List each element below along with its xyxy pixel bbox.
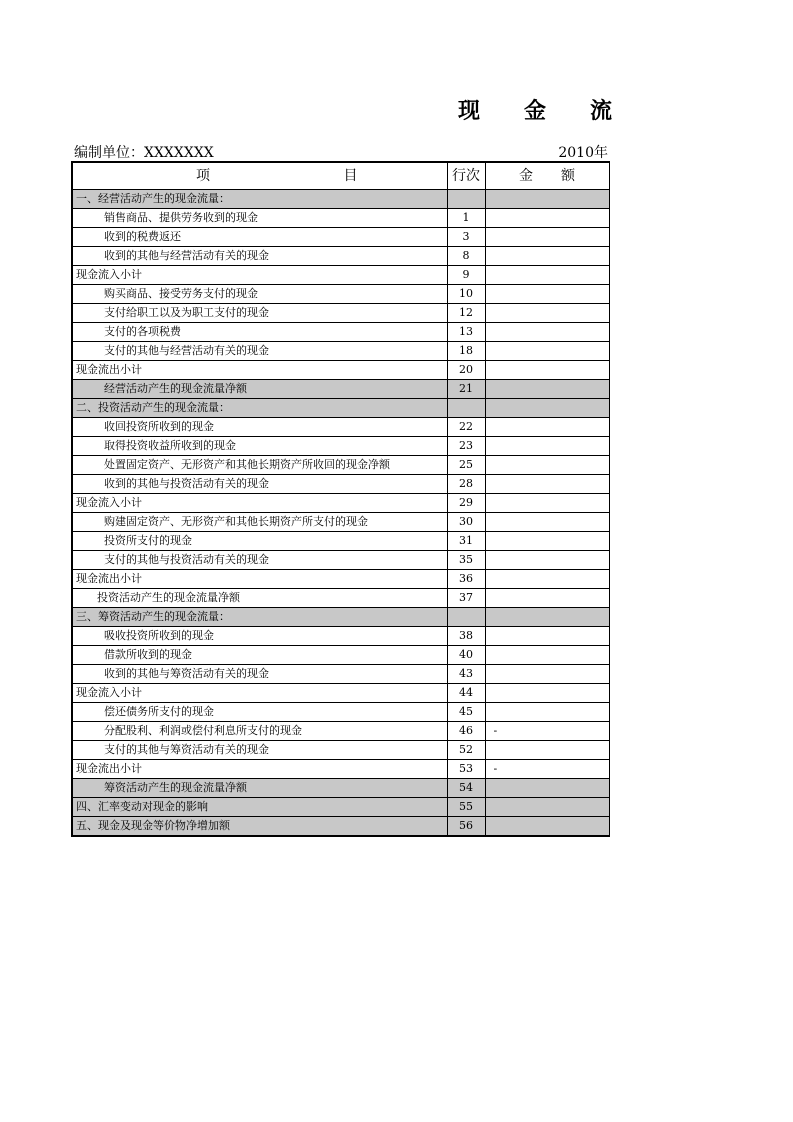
row-amount xyxy=(485,494,609,513)
row-amount xyxy=(485,190,609,209)
row-number: 55 xyxy=(447,798,485,817)
row-number: 13 xyxy=(447,323,485,342)
row-item: 四、汇率变动对现金的影响 xyxy=(72,798,447,817)
row-amount xyxy=(485,437,609,456)
row-item: 分配股利、利润或偿付利息所支付的现金 xyxy=(72,722,447,741)
table-row xyxy=(72,627,609,646)
row-number: 1 xyxy=(447,209,485,228)
row-number: 10 xyxy=(447,285,485,304)
row-item: 收到的其他与投资活动有关的现金 xyxy=(72,475,447,494)
header-amount: 金 额 xyxy=(485,162,609,190)
row-number: 54 xyxy=(447,779,485,798)
row-item: 现金流入小计 xyxy=(72,684,447,703)
report-title: 现金流 xyxy=(458,98,657,124)
table-row xyxy=(72,684,609,703)
row-number xyxy=(447,608,485,627)
row-number: 21 xyxy=(447,380,485,399)
row-item: 收到的其他与筹资活动有关的现金 xyxy=(72,665,447,684)
table-row xyxy=(72,285,609,304)
row-item: 经营活动产生的现金流量净额 xyxy=(72,380,447,399)
table-row xyxy=(72,817,609,837)
row-item: 现金流入小计 xyxy=(72,266,447,285)
header-row-no: 行次 xyxy=(447,162,485,190)
row-number: 52 xyxy=(447,741,485,760)
row-number: 56 xyxy=(447,817,485,837)
table-row xyxy=(72,247,609,266)
table-row xyxy=(72,437,609,456)
row-amount xyxy=(485,817,609,837)
table-row xyxy=(72,741,609,760)
row-amount xyxy=(485,285,609,304)
table-row xyxy=(72,380,609,399)
row-amount xyxy=(485,247,609,266)
row-item: 收到的税费返还 xyxy=(72,228,447,247)
row-amount xyxy=(485,646,609,665)
row-amount xyxy=(485,513,609,532)
row-number xyxy=(447,190,485,209)
table-row xyxy=(72,323,609,342)
header-item xyxy=(72,162,447,190)
table-row xyxy=(72,399,609,418)
table-row xyxy=(72,551,609,570)
row-number: 40 xyxy=(447,646,485,665)
row-item: 购买商品、接受劳务支付的现金 xyxy=(72,285,447,304)
row-number: 25 xyxy=(447,456,485,475)
row-amount xyxy=(485,342,609,361)
table-row xyxy=(72,228,609,247)
row-amount xyxy=(485,532,609,551)
row-number: 36 xyxy=(447,570,485,589)
row-number: 18 xyxy=(447,342,485,361)
row-amount xyxy=(485,589,609,608)
row-item: 收回投资所收到的现金 xyxy=(72,418,447,437)
row-amount xyxy=(485,361,609,380)
cash-flow-table xyxy=(71,161,610,837)
row-number: 38 xyxy=(447,627,485,646)
row-item: 偿还债务所支付的现金 xyxy=(72,703,447,722)
row-item: 三、筹资活动产生的现金流量： xyxy=(72,608,447,627)
row-number: 35 xyxy=(447,551,485,570)
report-date: 2010年 xyxy=(558,145,608,161)
table-row xyxy=(72,570,609,589)
row-number: 37 xyxy=(447,589,485,608)
table-row xyxy=(72,589,609,608)
row-number: 20 xyxy=(447,361,485,380)
row-item: 收到的其他与经营活动有关的现金 xyxy=(72,247,447,266)
row-amount: - xyxy=(485,760,609,779)
row-number: 22 xyxy=(447,418,485,437)
row-item: 处置固定资产、无形资产和其他长期资产所收回的现金净额 xyxy=(72,456,447,475)
row-amount xyxy=(485,380,609,399)
row-amount xyxy=(485,608,609,627)
header-item-b: 目 xyxy=(343,168,358,184)
row-amount xyxy=(485,418,609,437)
row-number: 44 xyxy=(447,684,485,703)
row-number: 30 xyxy=(447,513,485,532)
table-header-row xyxy=(72,162,609,190)
row-amount xyxy=(485,551,609,570)
table-row xyxy=(72,760,609,779)
row-item: 现金流出小计 xyxy=(72,361,447,380)
row-item: 支付的其他与筹资活动有关的现金 xyxy=(72,741,447,760)
company-unit-label: 编制单位：XXXXXXX xyxy=(74,145,214,161)
row-amount xyxy=(485,703,609,722)
row-item: 投资活动产生的现金流量净额 xyxy=(72,589,447,608)
row-amount xyxy=(485,665,609,684)
row-item: 筹资活动产生的现金流量净额 xyxy=(72,779,447,798)
row-item: 现金流入小计 xyxy=(72,494,447,513)
row-number: 9 xyxy=(447,266,485,285)
table-row xyxy=(72,494,609,513)
table-row xyxy=(72,304,609,323)
row-number: 29 xyxy=(447,494,485,513)
row-number: 46 xyxy=(447,722,485,741)
table-row xyxy=(72,532,609,551)
row-amount xyxy=(485,228,609,247)
row-number xyxy=(447,399,485,418)
row-number: 53 xyxy=(447,760,485,779)
row-amount xyxy=(485,741,609,760)
row-number: 23 xyxy=(447,437,485,456)
row-amount: - xyxy=(485,722,609,741)
row-item: 现金流出小计 xyxy=(72,760,447,779)
row-item: 支付的其他与经营活动有关的现金 xyxy=(72,342,447,361)
row-number: 28 xyxy=(447,475,485,494)
row-item: 支付的其他与投资活动有关的现金 xyxy=(72,551,447,570)
row-amount xyxy=(485,209,609,228)
table-row xyxy=(72,608,609,627)
row-amount xyxy=(485,779,609,798)
row-item: 投资所支付的现金 xyxy=(72,532,447,551)
table-row xyxy=(72,475,609,494)
row-item: 五、现金及现金等价物净增加额 xyxy=(72,817,447,837)
row-amount xyxy=(485,323,609,342)
row-item: 销售商品、提供劳务收到的现金 xyxy=(72,209,447,228)
row-number: 3 xyxy=(447,228,485,247)
row-item: 二、投资活动产生的现金流量： xyxy=(72,399,447,418)
row-number: 45 xyxy=(447,703,485,722)
table-row xyxy=(72,266,609,285)
row-number: 31 xyxy=(447,532,485,551)
row-item: 购建固定资产、无形资产和其他长期资产所支付的现金 xyxy=(72,513,447,532)
table-row xyxy=(72,456,609,475)
row-item: 一、经营活动产生的现金流量： xyxy=(72,190,447,209)
row-amount xyxy=(485,456,609,475)
row-item: 取得投资收益所收到的现金 xyxy=(72,437,447,456)
row-amount xyxy=(485,304,609,323)
table-row xyxy=(72,513,609,532)
row-number: 43 xyxy=(447,665,485,684)
row-item: 支付的各项税费 xyxy=(72,323,447,342)
table-row xyxy=(72,665,609,684)
row-amount xyxy=(485,399,609,418)
table-row xyxy=(72,722,609,741)
row-amount xyxy=(485,266,609,285)
table-row xyxy=(72,646,609,665)
row-item: 借款所收到的现金 xyxy=(72,646,447,665)
table-row xyxy=(72,703,609,722)
table-row xyxy=(72,209,609,228)
table-row xyxy=(72,779,609,798)
header-item-a: 项 xyxy=(196,168,210,184)
table-row xyxy=(72,418,609,437)
table-row xyxy=(72,190,609,209)
row-amount xyxy=(485,570,609,589)
row-amount xyxy=(485,627,609,646)
row-item: 吸收投资所收到的现金 xyxy=(72,627,447,646)
row-amount xyxy=(485,684,609,703)
row-amount xyxy=(485,475,609,494)
row-number: 12 xyxy=(447,304,485,323)
table-row xyxy=(72,798,609,817)
row-item: 现金流出小计 xyxy=(72,570,447,589)
row-number: 8 xyxy=(447,247,485,266)
row-amount xyxy=(485,798,609,817)
table-row xyxy=(72,361,609,380)
table-row xyxy=(72,342,609,361)
row-item: 支付给职工以及为职工支付的现金 xyxy=(72,304,447,323)
